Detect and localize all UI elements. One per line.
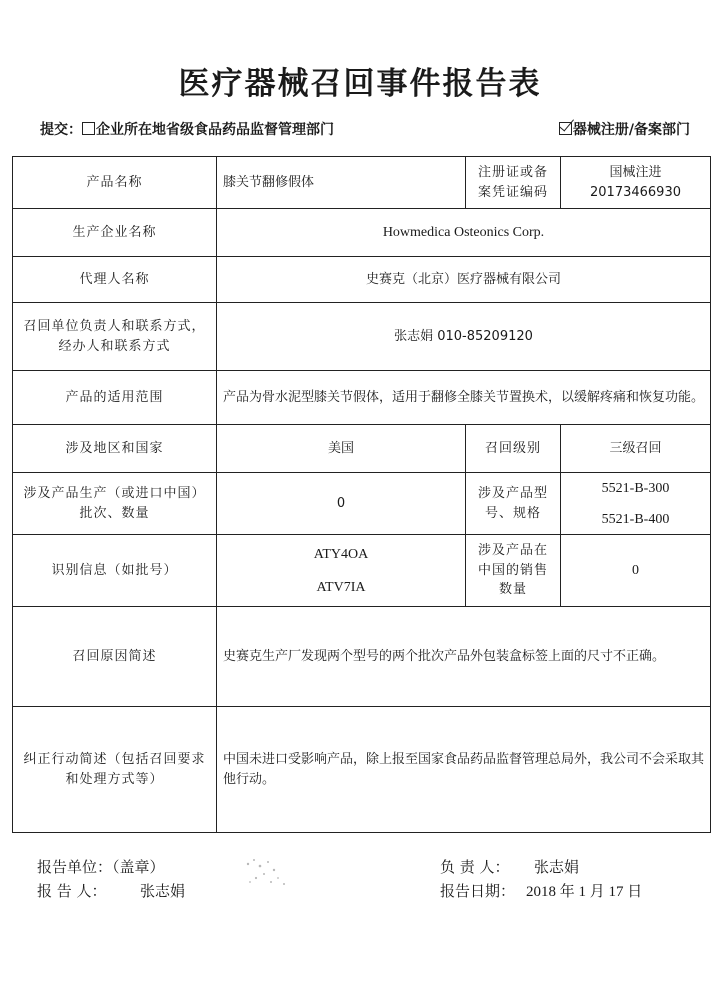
registration-number-value: 国械注进 20173466930 <box>561 157 711 209</box>
registration-number-label: 注册证或备案凭证编码 <box>466 157 561 209</box>
table-row <box>13 473 711 535</box>
table-row <box>13 209 711 257</box>
reporter-label: 报 告 人： <box>37 882 107 900</box>
submit-option-registration-label: 器械注册/备案部门 <box>572 122 690 138</box>
model-value <box>561 473 711 535</box>
report-unit-label: 报告单位：（盖章） <box>37 858 165 876</box>
agent-label: 代理人名称 <box>13 257 217 303</box>
product-name-value: 膝关节翻修假体 <box>217 157 466 209</box>
checked-box-icon <box>559 122 572 135</box>
table-row <box>13 303 711 371</box>
agent-value: 史赛克（北京）医疗器械有限公司 <box>217 257 711 303</box>
recall-reason-label: 召回原因简述 <box>13 607 217 707</box>
model-label: 涉及产品型号、规格 <box>466 473 561 535</box>
recall-level-value: 三级召回 <box>561 425 711 473</box>
identification-label: 识别信息（如批号） <box>13 535 217 607</box>
china-sales-value: 0 <box>561 535 711 607</box>
manufacturer-value: Howmedica Osteonics Corp. <box>217 209 711 257</box>
unchecked-box-icon <box>82 122 95 135</box>
submit-prefix: 提交： <box>40 122 82 138</box>
region-value: 美国 <box>217 425 466 473</box>
recall-report-table <box>12 156 711 833</box>
model-item: 5521-B-300 <box>601 480 670 496</box>
submit-option-registration <box>559 119 690 139</box>
recall-level-label: 召回级别 <box>466 425 561 473</box>
scope-label: 产品的适用范围 <box>13 371 217 425</box>
china-sales-label: 涉及产品在中国的销售数量 <box>466 535 561 607</box>
contact-label: 召回单位负责人和联系方式，经办人和联系方式 <box>13 303 217 371</box>
table-row <box>13 257 711 303</box>
table-row <box>13 707 711 833</box>
batch-label: 涉及产品生产（或进口中国）批次、数量 <box>13 473 217 535</box>
region-label: 涉及地区和国家 <box>13 425 217 473</box>
report-date-value: 2018 年 1 月 17 日 <box>526 884 643 900</box>
corrective-action-value: 中国未进口受影响产品，除上报至国家食品药品监督管理总局外，我公司不会采取其他行动。 <box>217 707 711 833</box>
reporter-value: 张志娟 <box>140 882 186 900</box>
faint-seal-mark-icon <box>238 852 298 892</box>
corrective-action-label: 纠正行动简述（包括召回要求和处理方式等） <box>13 707 217 833</box>
table-row <box>13 535 711 607</box>
manufacturer-label: 生产企业名称 <box>13 209 217 257</box>
identification-value <box>217 535 466 607</box>
responsible-label: 负 责 人： <box>440 858 510 876</box>
table-row <box>13 157 711 209</box>
model-item: 5521-B-400 <box>601 511 670 527</box>
lot-item: ATV7IA <box>316 579 366 595</box>
product-name-label: 产品名称 <box>13 157 217 209</box>
responsible-value: 张志娟 <box>534 858 580 876</box>
lot-item: ATY4OA <box>313 546 369 562</box>
table-row <box>13 371 711 425</box>
batch-value: 0 <box>217 473 466 535</box>
report-date-label: 报告日期： <box>440 882 516 900</box>
scope-value: 产品为骨水泥型膝关节假体，适用于翻修全膝关节置换术，以缓解疼痛和恢复功能。 <box>217 371 711 425</box>
submit-option-provincial <box>40 119 334 139</box>
table-row <box>13 425 711 473</box>
form-title: 医疗器械召回事件报告表 <box>178 66 542 102</box>
report-footer <box>0 850 720 910</box>
submit-option-provincial-label: 企业所在地省级食品药品监督管理部门 <box>96 122 334 138</box>
submit-target-row <box>40 119 690 141</box>
contact-value: 张志娟 010-85209120 <box>217 303 711 371</box>
recall-reason-value: 史赛克生产厂发现两个型号的两个批次产品外包装盒标签上面的尺寸不正确。 <box>217 607 711 707</box>
table-row <box>13 607 711 707</box>
